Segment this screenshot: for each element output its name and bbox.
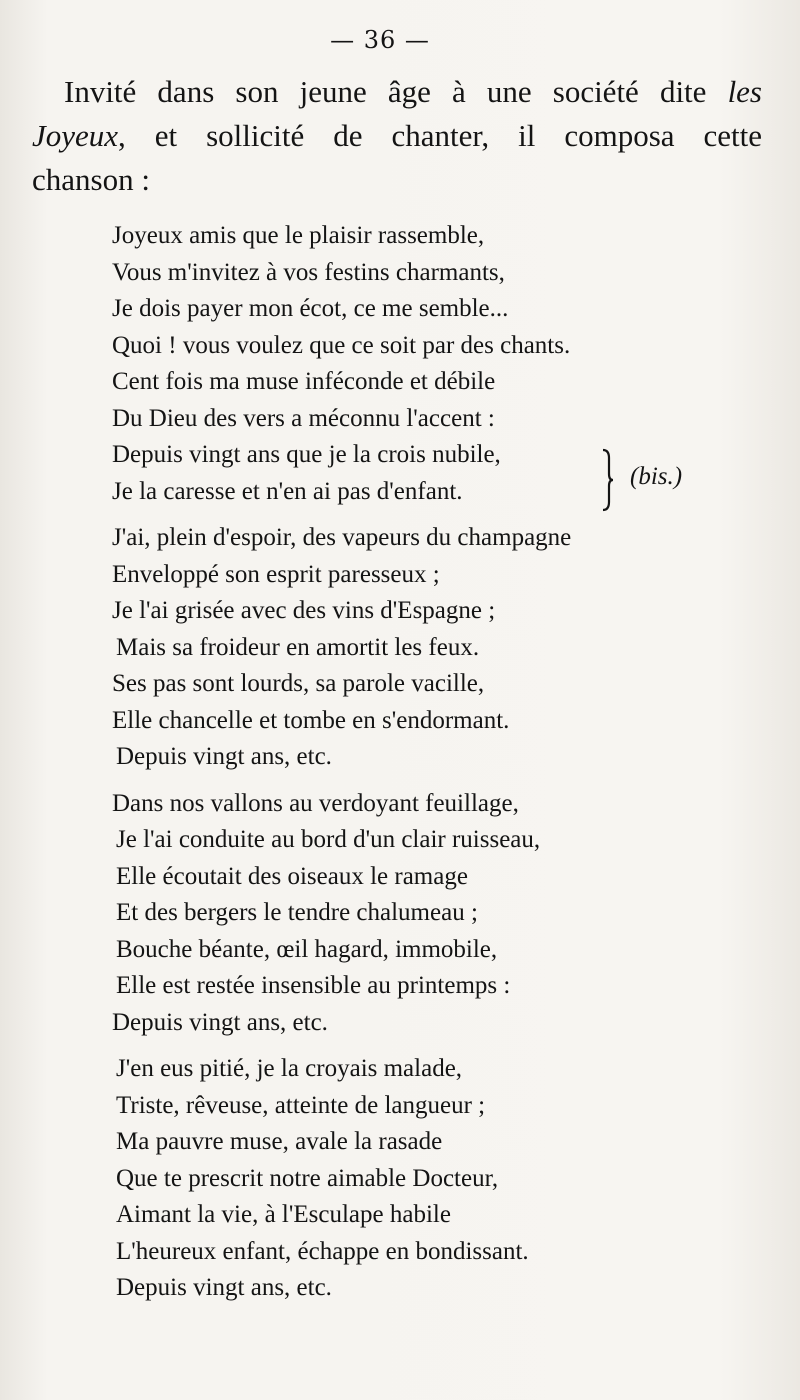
stanza-2 [112,520,752,776]
verse-line: Ma pauvre muse, avale la rasade [116,1128,443,1155]
verse-line: Bouche béante, œil hagard, immobile, [116,935,498,963]
verse-line: Enveloppé son esprit paresseux ; [112,560,440,588]
verse-line: Je l'ai conduite au bord d'un clair ruisseau, [116,826,541,853]
intro-text: , et sollicité de chanter, il composa cette [118,118,762,153]
refrain-line: Depuis vingt ans, etc. [112,1008,328,1036]
society-name: Joyeux [32,118,119,153]
song-poem [112,218,752,1307]
verse-line: Vous m'invitez à vos festins charmants, [112,258,505,286]
stanza-3 [112,786,752,1042]
verse-line: Je dois payer mon écot, ce me semble... [112,295,509,322]
refrain-line: Depuis vingt ans, etc. [116,743,332,770]
verse-line: Du Dieu des vers a méconnu l'accent : [112,404,495,432]
verse-line: Depuis vingt ans que je la crois nubile, [112,441,501,468]
verse-line: J'en eus pitié, je la croyais malade, [116,1055,463,1082]
verse-line: Je l'ai grisée avec des vins d'Espagne ; [112,597,496,624]
verse-line: Que te prescrit notre aimable Docteur, [116,1164,499,1192]
verse-line: Elle écoutait des oiseaux le ramage [116,862,468,890]
intro-text: Invité dans son jeune âge à une société dite [64,74,728,109]
intro-paragraph [32,70,762,202]
intro-line-1 [32,70,762,114]
verse-line: Je la caresse et n'en ai pas d'enfant. [112,477,463,505]
verse-line: Ses pas sont lourds, sa parole vacille, [112,670,485,697]
curly-brace-icon [600,448,614,512]
verse-line: Dans nos vallons au verdoyant feuillage, [112,789,519,817]
page-number: — 36 — [330,26,430,54]
verse-line: Et des bergers le tendre chalumeau ; [116,899,478,926]
bis-mark: (bis.) [630,463,683,490]
verse-line: Joyeux amis que le plaisir rassemble, [112,222,485,249]
intro-line-2 [32,114,762,158]
intro-line-3: chanson : [32,162,150,197]
verse-line: Elle chancelle et tombe en s'endormant. [112,706,510,734]
verse-line: Quoi ! vous voulez que ce soit par des chants. [112,331,571,359]
stanza-4 [112,1051,752,1307]
verse-line: J'ai, plein d'espoir, des vapeurs du champagne [112,524,572,551]
verse-line: Mais sa froideur en amortit les feux. [116,633,480,661]
verse-line: Aimant la vie, à l'Esculape habile [116,1201,451,1228]
verse-line: Triste, rêveuse, atteinte de langueur ; [116,1091,486,1119]
refrain-line: Depuis vingt ans, etc. [116,1274,332,1301]
verse-line: Cent fois ma muse inféconde et débile [112,368,496,395]
verse-line: Elle est restée insensible au printemps : [116,972,511,999]
intro-italic: les [727,74,762,109]
verse-line: L'heureux enfant, échappe en bondissant. [116,1237,529,1265]
